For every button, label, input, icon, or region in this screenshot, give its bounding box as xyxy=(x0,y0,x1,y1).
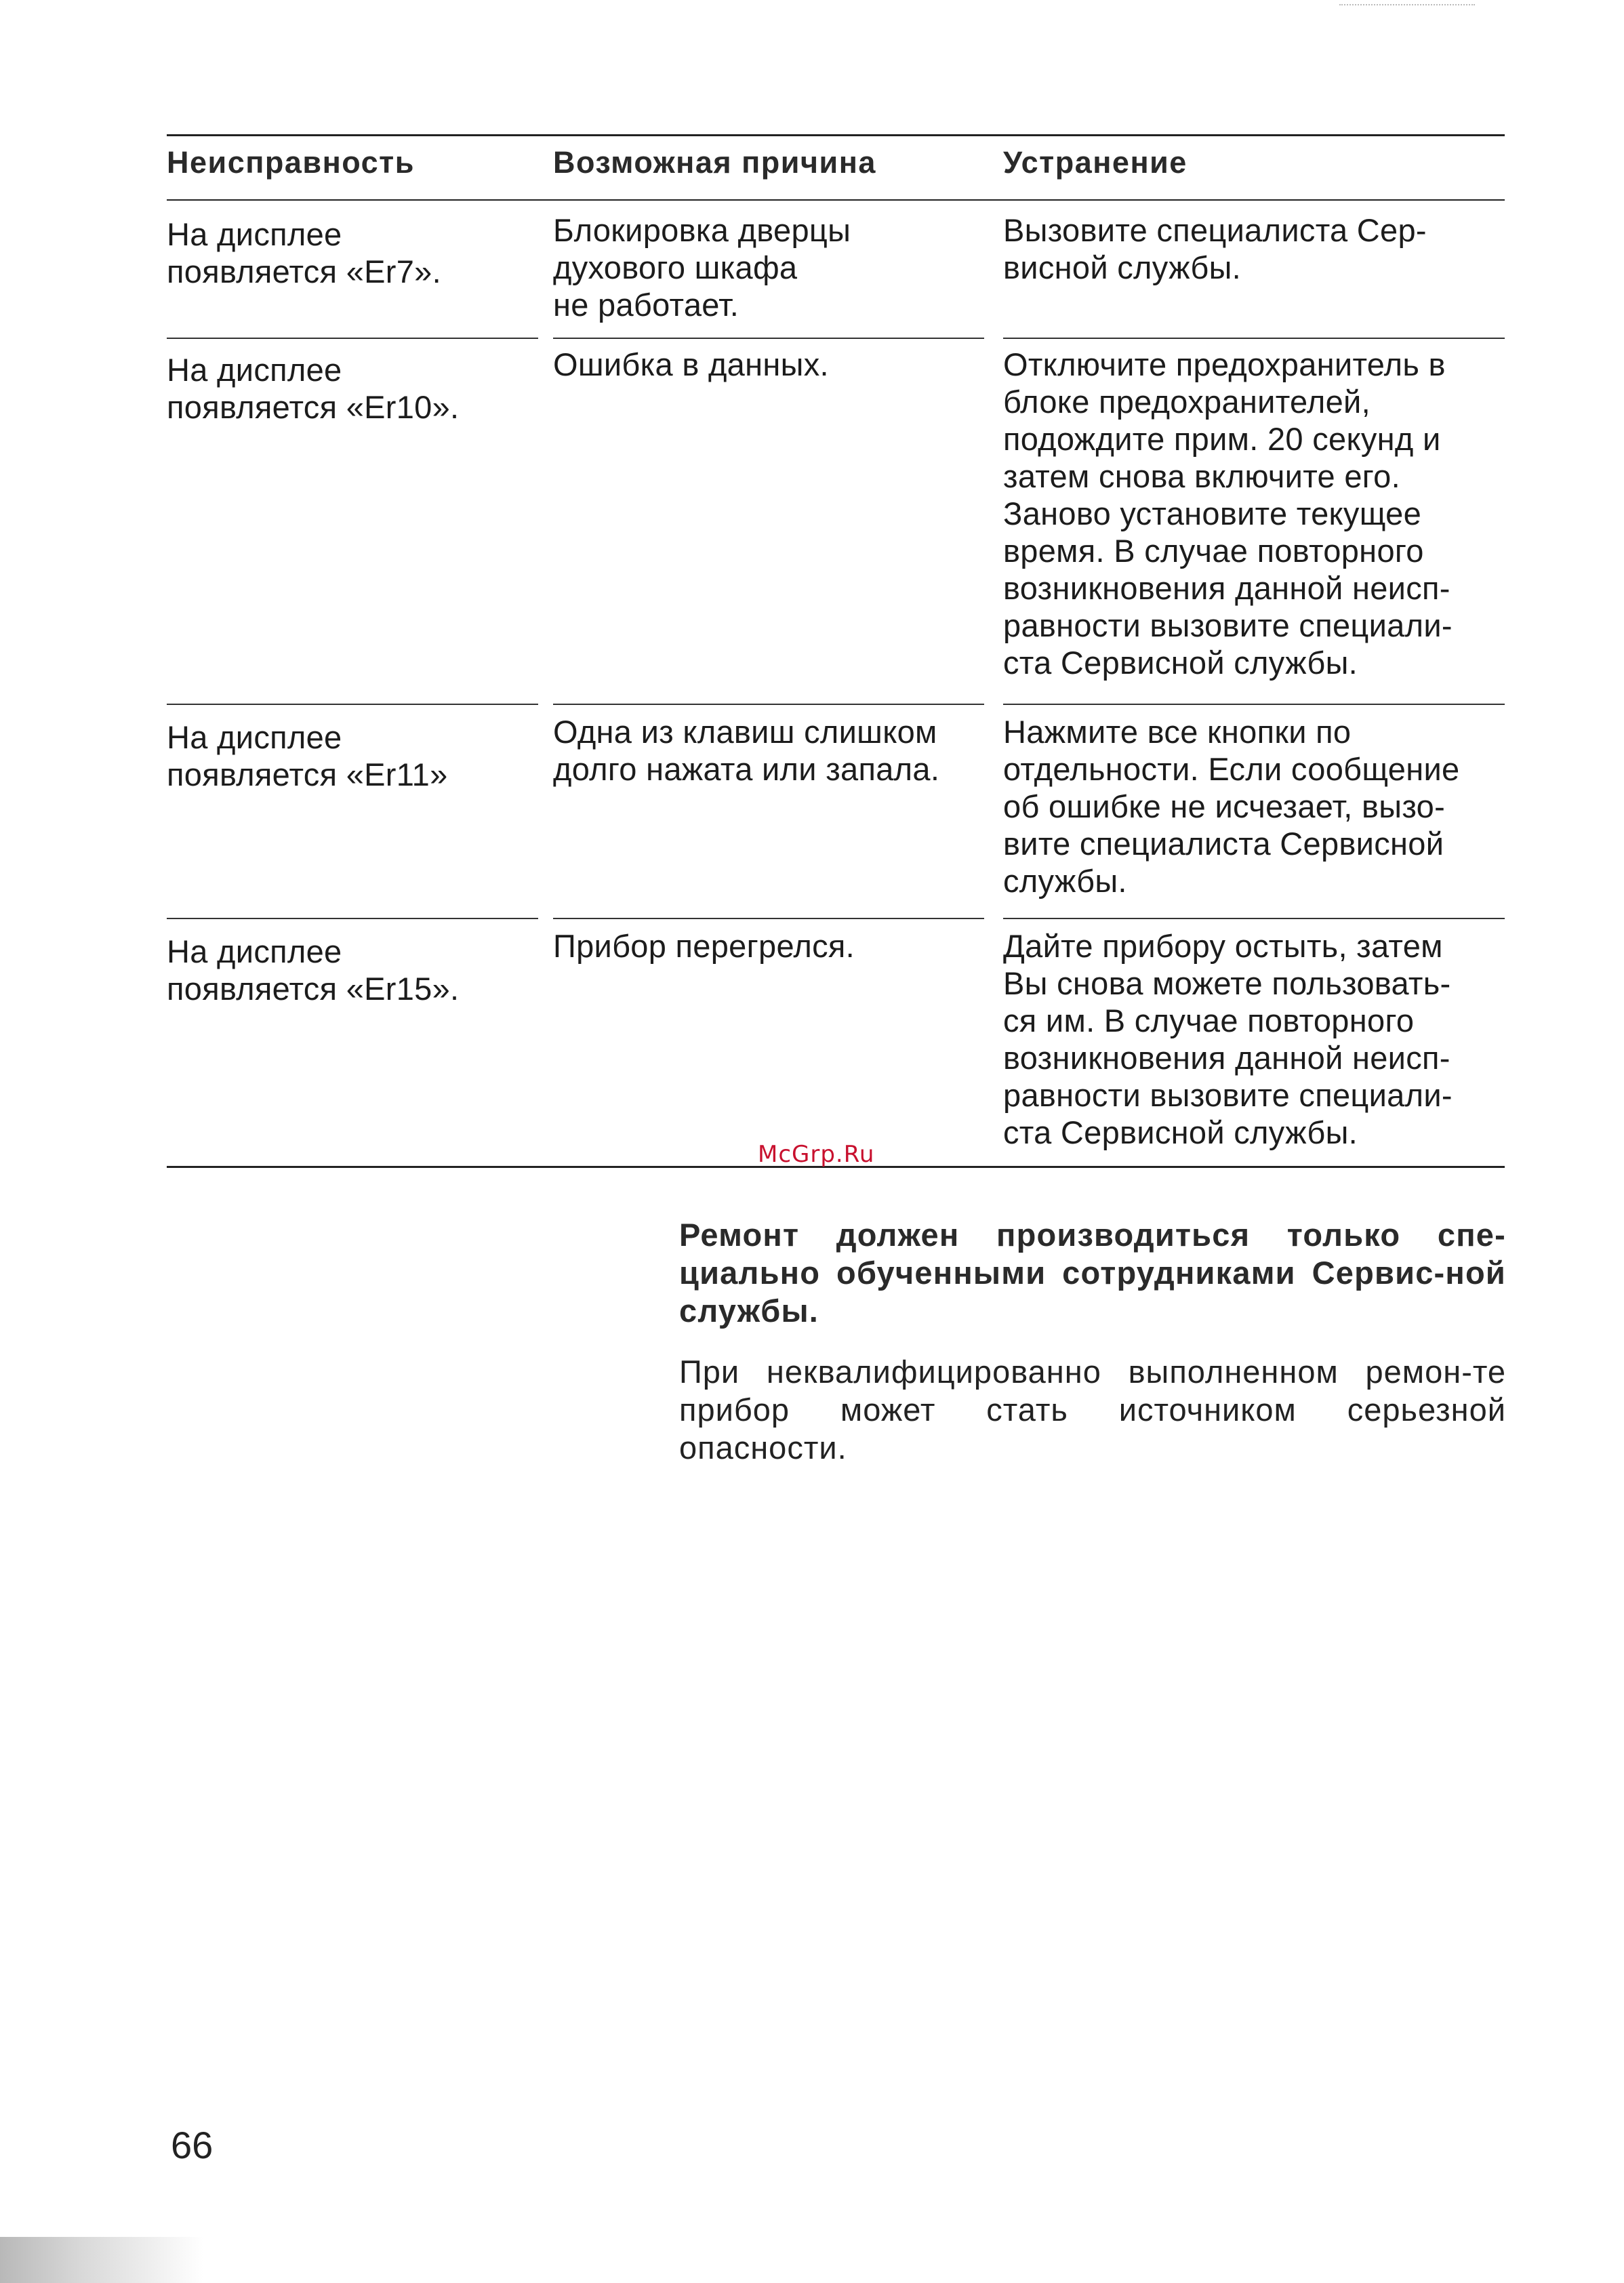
row3-rule-col1 xyxy=(167,918,538,919)
watermark: McGrp.Ru xyxy=(758,1141,875,1168)
header-cause: Возможная причина xyxy=(553,145,876,180)
header-fault: Неисправность xyxy=(167,145,415,180)
row4-fault: На дисплее появляется «Er15». xyxy=(167,933,460,1007)
row1-rule-col2 xyxy=(553,338,984,339)
row1-rule-col3 xyxy=(1003,338,1505,339)
row4-remedy: Дайте прибору остыть, затем Вы снова можете пользовать- ся им. В случае повторного возникновения данной неисп- равности вызовите специали- ста Сервисной службы. xyxy=(1003,928,1453,1150)
row4-cause: Прибор перегрелся. xyxy=(553,928,855,964)
page-number: 66 xyxy=(171,2124,214,2166)
header-remedy: Устранение xyxy=(1003,145,1187,180)
row2-cause: Ошибка в данных. xyxy=(553,346,829,382)
row2-rule-col1 xyxy=(167,704,538,705)
row2-remedy: Отключите предохранитель в блоке предохранителей, подождите прим. 20 секунд и затем снова включите его. Заново установите текущее время. В случае повторного возникновения данной неисп- равности вызовите специали- ста Сервисной службы. xyxy=(1003,346,1453,681)
row1-fault: На дисплее появляется «Er7». xyxy=(167,216,441,289)
row2-fault: На дисплее появляется «Er10». xyxy=(167,352,460,425)
row3-cause: Одна из клавиш слишком долго нажата или запала. xyxy=(553,714,940,787)
row2-rule-col2 xyxy=(553,704,984,705)
row1-rule-col1 xyxy=(167,338,538,339)
repair-warning-text: При неквалифицированно выполненном ремон-те прибор может стать источником серьезной опасности. xyxy=(679,1354,1506,1466)
row2-rule-col3 xyxy=(1003,704,1505,705)
row3-remedy: Нажмите все кнопки по отдельности. Если сообщение об ошибке не исчезает, вызо- вите специалиста Сервисной службы. xyxy=(1003,714,1460,899)
row3-fault: На дисплее появляется «Er11» xyxy=(167,719,448,792)
header-rule xyxy=(167,199,1505,201)
row1-cause: Блокировка дверцы духового шкафа не работает. xyxy=(553,212,851,323)
scan-artifact xyxy=(1339,4,1475,7)
repair-warning-bold: Ремонт должен производиться только спе-циально обученными сотрудниками Сервис-ной службы. xyxy=(679,1217,1506,1329)
row3-rule-col3 xyxy=(1003,918,1505,919)
row3-rule-col2 xyxy=(553,918,984,919)
scan-artifact-edge xyxy=(0,2237,203,2283)
row1-remedy: Вызовите специалиста Сер- висной службы. xyxy=(1003,212,1427,285)
table-top-rule xyxy=(167,134,1505,136)
